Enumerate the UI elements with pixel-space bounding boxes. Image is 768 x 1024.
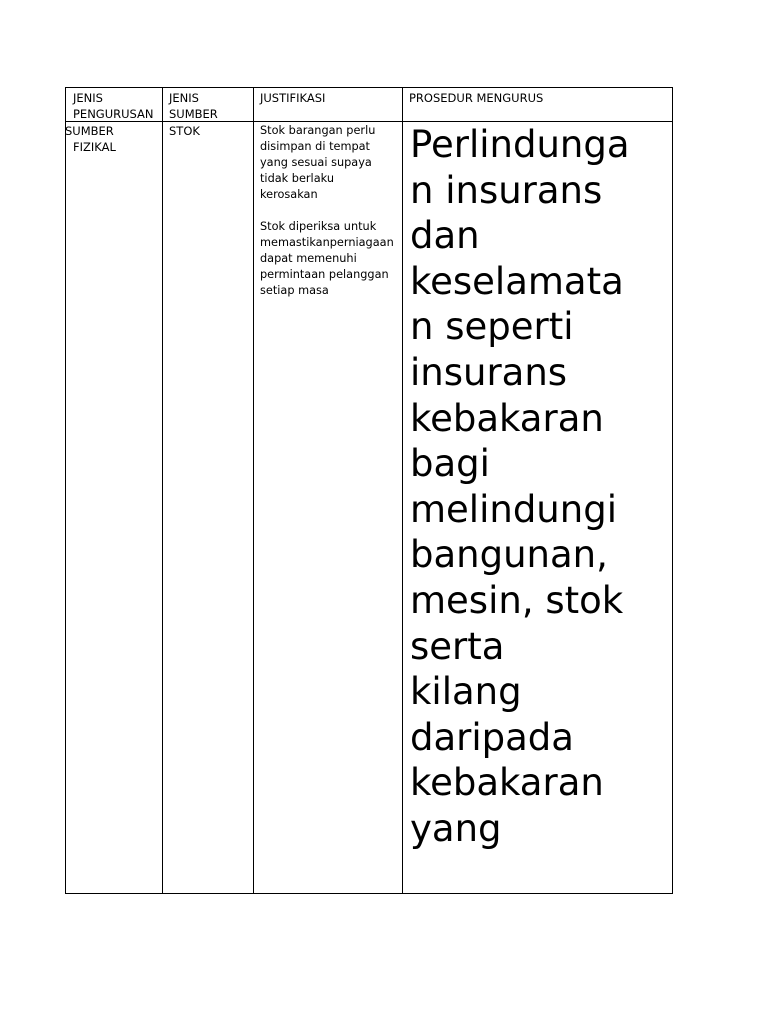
cell-jenis-pengurusan-line: SUMBER xyxy=(65,124,114,138)
resource-management-table xyxy=(65,87,673,894)
cell-justifikasi: Stok barangan perlu disimpan di tempat yang sesuai supaya tidak berlaku kerosakan Stok diperiksa untuk memastikanperniagaan dapat memenuhi permintaan pelanggan setiap masa xyxy=(260,124,394,297)
header-prosedur-mengurus: PROSEDUR MENGURUS xyxy=(409,91,544,105)
cell-prosedur-mengurus: Perlindunga n insurans dan keselamata n seperti insurans kebakaran bagi melindungi bangunan, mesin, stok serta kilang daripada kebakaran yang xyxy=(410,123,630,850)
cell-jenis-pengurusan xyxy=(65,123,161,155)
column-divider-2 xyxy=(253,88,254,893)
cell-jenis-pengurusan-line: FIZIKAL xyxy=(73,140,116,154)
header-justifikasi: JUSTIFIKASI xyxy=(260,91,326,105)
column-divider-1 xyxy=(162,88,163,893)
header-jenis-sumber: JENIS SUMBER xyxy=(169,91,218,121)
header-jenis-pengurusan: JENIS PENGURUSAN xyxy=(73,91,154,121)
cell-jenis-pengurusan-text xyxy=(65,123,161,155)
column-divider-3 xyxy=(402,88,403,893)
cell-jenis-sumber: STOK xyxy=(169,124,200,138)
